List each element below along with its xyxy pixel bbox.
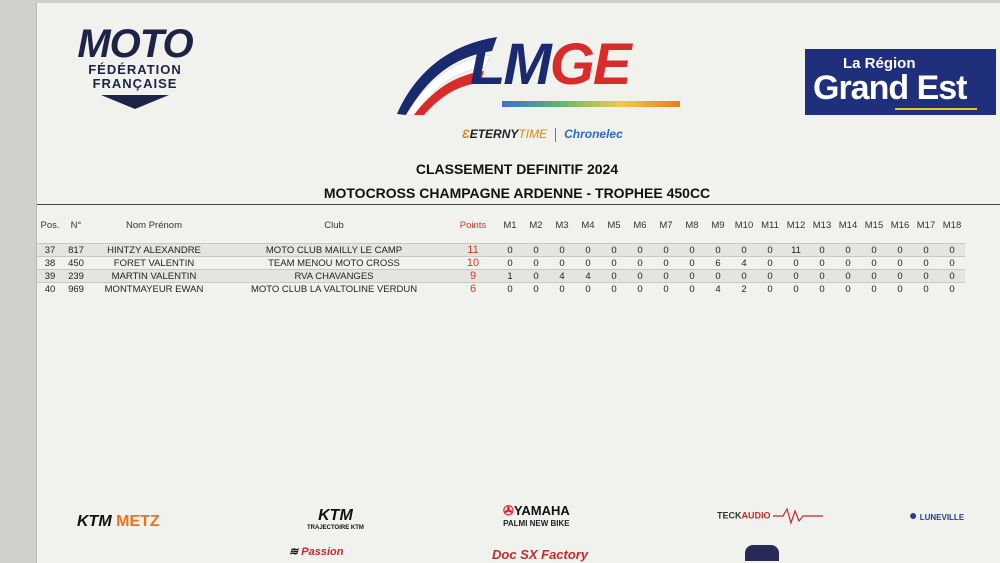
round-score-cell: 0 [913, 244, 939, 257]
round-score-cell: 0 [809, 257, 835, 270]
club-cell: RVA CHAVANGES [219, 270, 449, 283]
col-header: Club [324, 219, 344, 231]
ffm-logo-federation: FÉDÉRATION [88, 62, 182, 77]
round-score-cell: 2 [731, 283, 757, 296]
round-score-cell: 0 [783, 257, 809, 270]
timing-sponsors [462, 127, 722, 142]
club-cell: MOTO CLUB LA VALTOLINE VERDUN [219, 283, 449, 296]
page-title: CLASSEMENT DEFINITIF 2024 [415, 161, 619, 177]
club-cell: TEAM MENOU MOTO CROSS [219, 257, 449, 270]
round-score-cell: 0 [913, 257, 939, 270]
points-cell: 10 [449, 257, 497, 270]
logo-separator [555, 128, 556, 142]
docsx-logo [492, 547, 588, 562]
col-header: M1 [503, 219, 517, 231]
ktm-metz-brand: KTM [77, 513, 112, 530]
round-score-cell: 0 [523, 257, 549, 270]
standings-body [37, 233, 965, 295]
table-row [37, 244, 965, 257]
eterny-icon: Ɛ [462, 127, 470, 141]
passion-text: Passion [301, 546, 344, 558]
header-divider [37, 204, 1000, 205]
round-score-cell: 6 [705, 257, 731, 270]
number-cell: 817 [63, 244, 89, 257]
number-cell: 969 [63, 283, 89, 296]
round-score-cell: 0 [731, 270, 757, 283]
name-cell: MONTMAYEUR EWAN [89, 283, 219, 296]
col-header: M15 [864, 219, 884, 231]
col-header: M4 [581, 219, 595, 231]
round-score-cell: 1 [497, 270, 523, 283]
round-score-cell: 0 [705, 270, 731, 283]
round-score-cell: 0 [939, 244, 965, 257]
col-header: M13 [812, 219, 832, 231]
col-header: M5 [607, 219, 621, 231]
round-score-cell: 0 [601, 257, 627, 270]
round-score-cell: 0 [757, 270, 783, 283]
ktm-trajectoire-brand: KTM [318, 507, 353, 524]
points-cell: 6 [449, 283, 497, 296]
ffm-logo-moto: MOTO [77, 22, 193, 66]
pos-cell: 40 [37, 283, 63, 296]
table-row [37, 270, 965, 283]
round-score-cell: 0 [575, 244, 601, 257]
round-score-cell: 0 [627, 283, 653, 296]
round-score-cell: 0 [913, 270, 939, 283]
table-spacer [37, 233, 965, 244]
teckaudio-logo [717, 507, 823, 525]
col-header-points: Points [459, 219, 487, 231]
round-score-cell: 0 [835, 244, 861, 257]
name-cell: FORET VALENTIN [89, 257, 219, 270]
round-score-cell: 0 [887, 244, 913, 257]
col-header: M11 [761, 219, 779, 231]
docsx-text: Doc SX Factory [492, 547, 589, 562]
col-header: M6 [633, 219, 647, 231]
round-score-cell: 4 [549, 270, 575, 283]
round-score-cell: 0 [861, 244, 887, 257]
region-grand-est-logo [805, 49, 996, 115]
eterny-suffix: TIME [518, 127, 548, 141]
col-header: Pos. [40, 219, 60, 231]
ktm-metz-city: METZ [116, 513, 160, 530]
round-score-cell: 0 [835, 283, 861, 296]
round-score-cell: 0 [653, 270, 679, 283]
yamaha-brand: YAMAHA [513, 503, 570, 518]
passion-logo [289, 545, 343, 558]
luneville-logo [909, 507, 964, 523]
page-subtitle: MOTOCROSS CHAMPAGNE ARDENNE - TROPHEE 450CC [323, 185, 711, 201]
round-score-cell: 0 [809, 283, 835, 296]
eterny-time-logo [462, 127, 547, 141]
ktm-trajectoire-sub: TRAJECTOIRE KTM [307, 525, 364, 531]
table-header-row [37, 217, 965, 233]
round-score-cell: 0 [809, 270, 835, 283]
club-cell: MOTO CLUB MAILLY LE CAMP [219, 244, 449, 257]
col-header: M16 [890, 219, 910, 231]
name-cell: MARTIN VALENTIN [89, 270, 219, 283]
round-score-cell: 0 [653, 257, 679, 270]
standings-table [37, 217, 965, 295]
round-score-cell: 0 [679, 257, 705, 270]
pos-cell: 39 [37, 270, 63, 283]
round-score-cell: 0 [627, 270, 653, 283]
yamaha-sub: PALMI NEW BIKE [503, 519, 570, 528]
round-score-cell: 0 [757, 257, 783, 270]
round-score-cell: 0 [497, 257, 523, 270]
round-score-cell: 0 [835, 270, 861, 283]
round-score-cell: 0 [705, 244, 731, 257]
yamaha-icon: ✇ [503, 503, 514, 518]
col-header: Nom Prénom [126, 219, 182, 231]
round-score-cell: 4 [575, 270, 601, 283]
luneville-text: LUNEVILLE [919, 513, 965, 522]
region-underline [895, 108, 977, 110]
region-name: Grand Est [813, 69, 967, 107]
round-score-cell: 0 [887, 270, 913, 283]
round-score-cell: 4 [731, 257, 757, 270]
ffm-chevron-icon [101, 95, 169, 109]
club-badge-icon [745, 545, 779, 561]
ffm-logo [55, 22, 215, 109]
lmge-logo [392, 29, 682, 119]
col-header: M8 [685, 219, 699, 231]
round-score-cell: 0 [835, 257, 861, 270]
lmge-color-bar [502, 101, 680, 107]
round-score-cell: 0 [679, 270, 705, 283]
round-score-cell: 0 [601, 270, 627, 283]
round-score-cell: 0 [575, 283, 601, 296]
pos-cell: 37 [37, 244, 63, 257]
round-score-cell: 0 [861, 270, 887, 283]
round-score-cell: 0 [913, 283, 939, 296]
teckaudio-part1: TECK [717, 510, 742, 521]
round-score-cell: 0 [523, 270, 549, 283]
round-score-cell: 0 [757, 283, 783, 296]
round-score-cell: 4 [705, 283, 731, 296]
round-score-cell: 0 [861, 283, 887, 296]
name-cell: HINTZY ALEXANDRE [89, 244, 219, 257]
ffm-logo-francaise: FRANÇAISE [92, 76, 178, 91]
round-score-cell: 0 [757, 244, 783, 257]
col-header: N° [70, 219, 82, 231]
round-score-cell: 0 [887, 257, 913, 270]
round-score-cell: 0 [783, 270, 809, 283]
col-header: M2 [529, 219, 543, 231]
ktm-metz-logo [77, 513, 160, 531]
round-score-cell: 0 [939, 270, 965, 283]
round-score-cell: 0 [731, 244, 757, 257]
standings-sheet [36, 3, 1000, 563]
teckaudio-part2: AUDIO [741, 510, 771, 521]
round-score-cell: 0 [549, 283, 575, 296]
table-row [37, 257, 965, 270]
lmge-part2: GE [549, 32, 630, 97]
round-score-cell: 0 [549, 244, 575, 257]
col-header: M9 [711, 219, 725, 231]
pos-cell: 38 [37, 257, 63, 270]
round-score-cell: 11 [783, 244, 809, 257]
round-score-cell: 0 [679, 244, 705, 257]
round-score-cell: 0 [887, 283, 913, 296]
col-header: M12 [786, 219, 806, 231]
points-cell: 9 [449, 270, 497, 283]
round-score-cell: 0 [653, 244, 679, 257]
round-score-cell: 0 [679, 283, 705, 296]
luneville-icon: ● [909, 507, 918, 523]
round-score-cell: 0 [497, 244, 523, 257]
round-score-cell: 0 [601, 283, 627, 296]
round-score-cell: 0 [653, 283, 679, 296]
col-header: M18 [942, 219, 962, 231]
number-cell: 450 [63, 257, 89, 270]
round-score-cell: 0 [601, 244, 627, 257]
ktm-trajectoire-logo [307, 507, 364, 531]
round-score-cell: 0 [783, 283, 809, 296]
points-cell: 11 [449, 244, 497, 257]
round-score-cell: 0 [523, 283, 549, 296]
passion-icon: ≋ [289, 546, 299, 558]
round-score-cell: 0 [627, 257, 653, 270]
round-score-cell: 0 [497, 283, 523, 296]
number-cell: 239 [63, 270, 89, 283]
lmge-wordmark [470, 32, 630, 97]
round-score-cell: 0 [523, 244, 549, 257]
soundwave-icon [773, 507, 823, 525]
yamaha-logo [503, 503, 570, 528]
chronelec-logo: Chronelec [564, 127, 623, 141]
sponsor-footer [37, 493, 1000, 563]
col-header: M10 [734, 219, 754, 231]
round-score-cell: 0 [575, 257, 601, 270]
table-row [37, 283, 965, 296]
col-header: M14 [838, 219, 858, 231]
region-label: La Région [843, 55, 916, 72]
col-header: M17 [916, 219, 936, 231]
round-score-cell: 0 [861, 257, 887, 270]
round-score-cell: 0 [627, 244, 653, 257]
col-header: M3 [555, 219, 569, 231]
col-header: M7 [659, 219, 673, 231]
round-score-cell: 0 [939, 283, 965, 296]
eterny-name: ETERNY [469, 127, 519, 141]
lmge-part1: LM [470, 32, 550, 97]
round-score-cell: 0 [549, 257, 575, 270]
round-score-cell: 0 [809, 244, 835, 257]
round-score-cell: 0 [939, 257, 965, 270]
